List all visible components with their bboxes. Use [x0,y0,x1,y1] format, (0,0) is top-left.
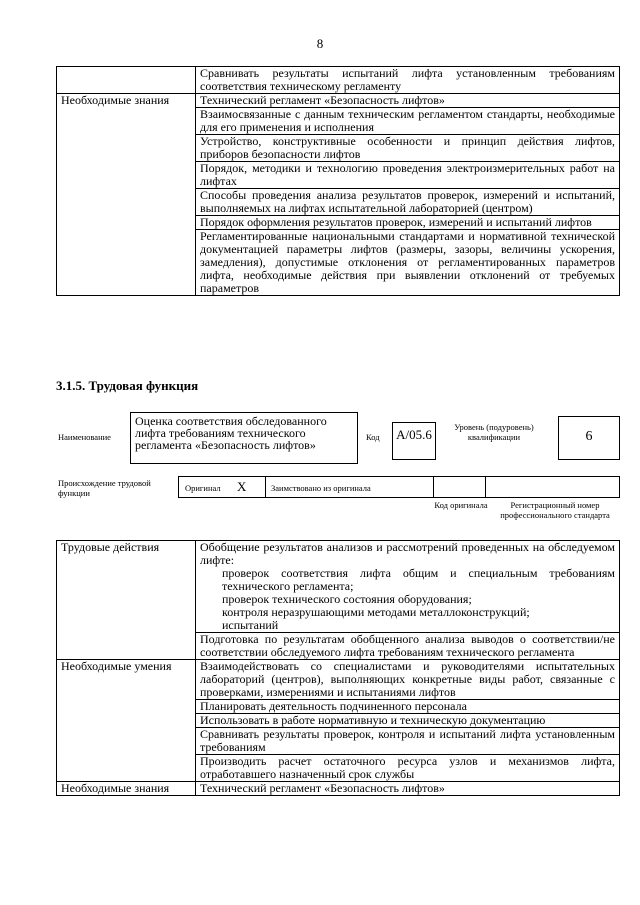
top-knowledge-table [56,66,620,296]
actions-label: Трудовые действия [57,541,196,660]
action-subitem: проверок соответствия лифта общим и специальным требованиям технического регламента; [222,566,615,593]
function-name-box [130,412,358,464]
action-intro: Обобщение результатов анализов и рассмотрений проведенных на обследуемом лифте: [200,540,615,567]
level-box [558,416,620,460]
list-item: Способы проведения анализа результатов проверок, измерений и испытаний, выполняемых на лифтах испытательной лабораторией (центром) [196,189,620,216]
list-item: Устройство, конструктивные особенности и принцип действия лифтов, приборов безопасности лифтов [196,135,620,162]
skills-label: Необходимые умения [57,660,196,782]
list-item: Производить расчет остаточного ресурса узлов и механизмов лифта, отработавшего назначенный срок службы [196,755,620,782]
section-heading: 3.1.5. Трудовая функция [56,378,199,393]
code-caption: Код оригинала [434,500,488,510]
action-subitem: проверок технического состояния оборудования; [222,592,472,606]
table-cell: Сравнивать результаты испытаний лифта установленным требованиям соответствия техническому регламенту [196,67,620,94]
knowledge-label: Необходимые знания [57,782,196,796]
code-box [392,422,436,460]
list-item: Планировать деятельность подчиненного персонала [196,700,620,714]
table-row [57,660,620,700]
level-label: Уровень (подуровень) квалификации [454,422,534,442]
list-item: Сравнивать результаты проверок, контроля и испытаний лифта установленным требованиям [196,728,620,755]
reg-caption: Регистрационный номер профессионального стандарта [500,500,610,520]
divider [485,477,486,497]
list-item [196,541,620,633]
table-row [57,782,620,796]
list-item: Взаимосвязанные с данным техническим регламентом стандарты, необходимые для его применения и исполнения [196,108,620,135]
original-mark: X [237,479,247,494]
labor-function-table [56,540,620,796]
origin-box [178,476,620,498]
action-subitem: испытаний [222,618,279,632]
divider [265,477,266,497]
list-item: Использовать в работе нормативную и техническую документацию [196,714,620,728]
action-subitem: контроля неразрушающими методами металлоконструкций; [222,605,530,619]
table-row [57,67,620,94]
level-value: 6 [585,429,593,444]
name-label: Наименование [58,432,111,442]
list-item: Взаимодействовать со специалистами и руководителями испытательных лабораторий (центров), выполняющих конкретные виды работ, связанные с проверками, измерениями и испытаниями лифтов [196,660,620,700]
borrowed-label: Заимствовано из оригинала [271,483,371,493]
list-item: Технический регламент «Безопасность лифтов» [196,94,620,108]
table-row [57,94,620,108]
divider [433,477,434,497]
list-item: Порядок, методики и технологию проведения электроизмерительных работ на лифтах [196,162,620,189]
knowledge-label: Необходимые знания [57,94,196,296]
code-value: А/05.6 [396,427,432,442]
list-item: Порядок оформления результатов проверок, измерений и испытаний лифтов [196,216,620,230]
code-label: Код [366,432,380,442]
table-row [57,541,620,633]
list-item: Подготовка по результатам обобщенного анализа выводов о соответствии/не соответствии обследуемого лифта требованиям технического регламента [196,633,620,660]
list-item: Технический регламент «Безопасность лифтов» [196,782,620,796]
function-name: Оценка соответствия обследованного лифта требованиям технического регламента «Безопасность лифтов» [135,414,327,452]
list-item: Регламентированные национальными стандартами и нормативной технической документацией параметры лифтов (размеры, зазоры, величины ускорения, замедления), допустимые отклонения от регламентированных параметров лифта, необходимые действия при выявлении отклонений от требуемых параметров [196,230,620,296]
origin-label: Происхождение трудовой функции [58,478,151,498]
page-number: 8 [316,36,324,51]
original-label: Оригинал [185,483,221,493]
